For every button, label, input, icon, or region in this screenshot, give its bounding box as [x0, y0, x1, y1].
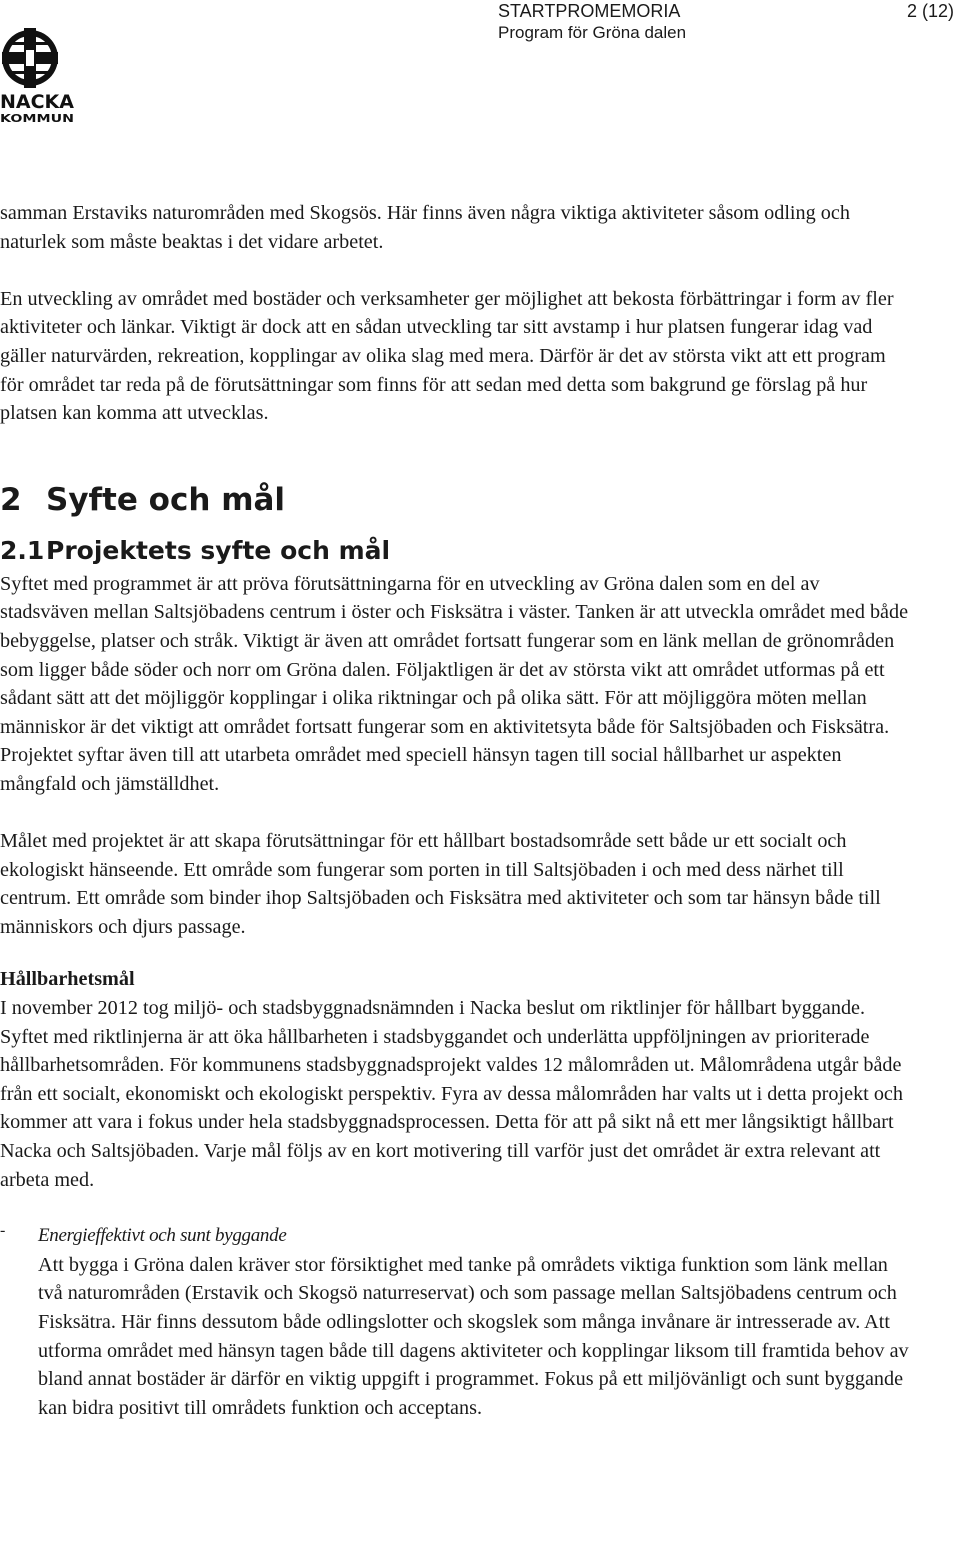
subsection-heading — [0, 534, 910, 568]
subsection-number: 2.1 — [0, 535, 45, 565]
sustainability-paragraph: I november 2012 tog miljö- och stadsbyggnadsnämnden i Nacka beslut om riktlinjer för hållbart byggande. Syftet med riktlinjerna är att öka hållbarheten i stadsbyggandet och underlätta uppföljningen av prioriterade hållbarhetsområden. För kommunens stadsbyggnadsprojekt valdes 12 målområden ut. Målområdena utgår både från ett socialt, ekonomiskt och ekologiskt perspektiv. Fyra av dessa målområden har valts ut i detta projekt och kommer att vara i fokus under hela stadsbyggnadsprocessen. Detta för att på sikt nå ett mer långsiktigt hållbart Nacka och Saltsjöbaden. Varje mål följs av en kort motivering till varför just det området är extra relevant att arbeta med. — [0, 997, 903, 1191]
purpose-paragraph: Syftet med programmet är att pröva förutsättningarna för en utveckling av Gröna dalen som en del av stadsväven mellan Saltsjöbadens centrum i öster och Fisksätra i väster. Tanken är att utveckla området med både bebyggelse, platser och stråk. Viktigt är även att området fortsatt fungerar som en länk mellan de grönområden som ligger både söder och norr om Gröna dalen. Följaktligen är det av största vikt att området utformas på ett sådant sätt att det möjliggör kopplingar i olika riktningar och på olika sätt. För att möjliggöra möten mellan människor är det viktigt att området fortsatt fungerar som en aktivitetsyta både för Saltsjöbaden och Fisksätra. Projektet syftar även till att utarbeta området med speciell hänsyn tagen till social hållbarhet ur aspekten mångfald och jämställdhet. — [0, 572, 909, 795]
section-heading — [0, 480, 910, 520]
subsection-title: Projektets syfte och mål — [46, 535, 391, 565]
document-subtitle: Program för Gröna dalen — [498, 23, 687, 42]
page-number: 2 (12) — [906, 1, 954, 21]
nacka-kommun-logo — [0, 22, 76, 126]
list-item-text: Att bygga i Gröna dalen kräver stor försiktighet med tanke på områdets viktiga funktion som länk mellan två naturområden (Erstavik och Skogsö naturreservat) och som passage mellan Saltsjöbadens centrum och Fisksätra. Här finns dessutom både odlingslotter och skogslek som många invånare är intresserade av. Att utforma området med hänsyn tagen både till dagens aktiviteter och kopplingar liksom till framtida behov av bland annat bostäder är därför en viktig uppgift i programmet. Fokus på ett miljövänligt och sunt byggande kan bidra positivt till områdets funktion och acceptans. — [38, 1253, 909, 1419]
section-title: Syfte och mål — [46, 481, 286, 518]
document-body — [0, 199, 910, 1422]
list-dash: - — [0, 1222, 6, 1240]
sustainability-heading: Hållbarhetsmål — [0, 968, 135, 991]
document-type: STARTPROMEMORIA — [498, 1, 681, 21]
list-item-title: Energieffektivt och sunt byggande — [38, 1225, 287, 1247]
svg-text:KOMMUN: KOMMUN — [0, 112, 74, 125]
list-item — [0, 1222, 910, 1422]
intro-paragraph-continued: samman Erstaviks naturområden med Skogsös. Här finns även några viktiga aktiviteter såsom odling och naturlek som måste beaktas i det vidare arbetet. — [0, 202, 850, 253]
intro-paragraph: En utveckling av området med bostäder och verksamheter ger möjlighet att bekosta förbättringar i form av fler aktiviteter och länkar. Viktigt är dock att en sådan utveckling tar sitt avstamp i hur platsen fungerar idag vad gäller naturvärden, rekreation, kopplingar av olika slag med mera. Därför är det av största vikt att ett program för området tar reda på de förutsättningar som finns för att sedan med detta som bakgrund ge förslag på hur platsen kan komma att utvecklas. — [0, 287, 894, 425]
goal-paragraph: Målet med projektet är att skapa förutsättningar för ett hållbart bostadsområde sett både ur ett socialt och ekologiskt hänseende. Ett område som fungerar som porten in till Saltsjöbaden i och med dess närhet till centrum. Ett område som binder ihop Saltsjöbaden och Fisksätra med aktiviteter och som tar hänsyn både till människors och djurs passage. — [0, 830, 881, 938]
page-header — [498, 0, 960, 44]
svg-text:NACKA: NACKA — [0, 91, 75, 113]
section-number: 2 — [0, 481, 22, 518]
